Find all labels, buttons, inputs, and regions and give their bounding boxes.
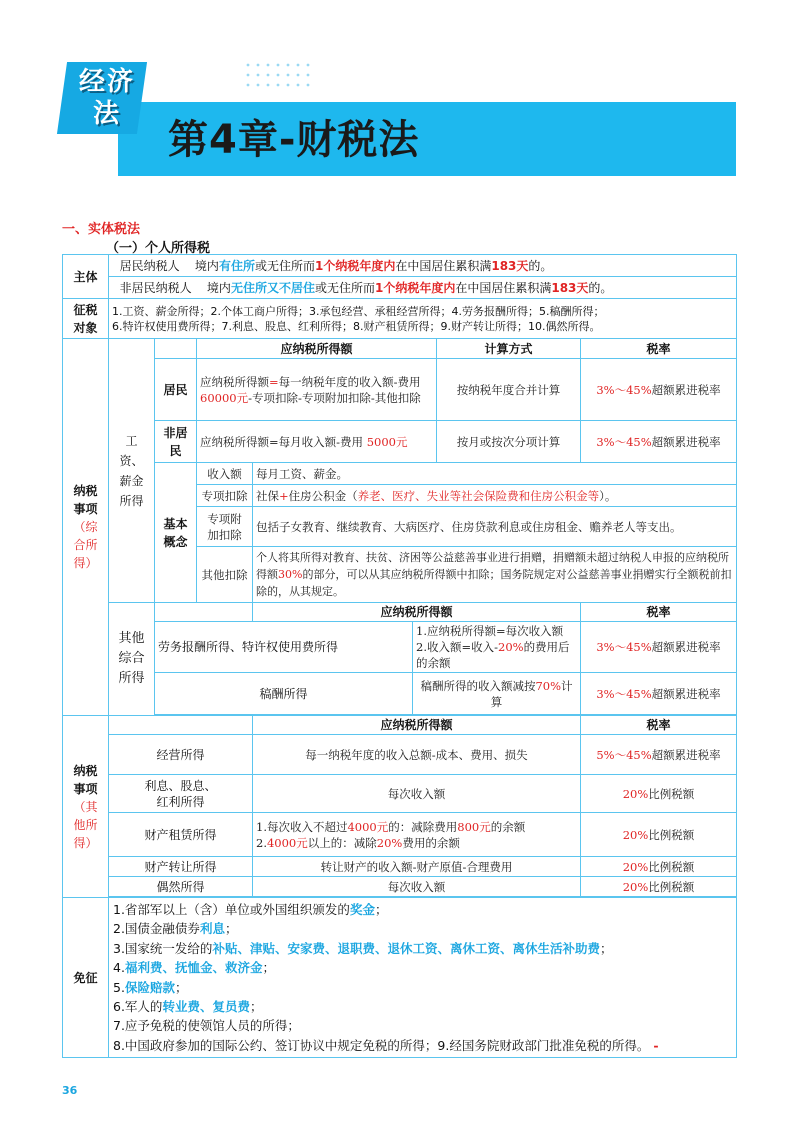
list-item: 5.保险赔款； [113,979,188,995]
interest-income-formula: 每次收入额 [253,775,581,813]
nonresident-label: 非居 民 [155,421,197,463]
comp-header-row [63,339,737,359]
scope-row [63,299,737,339]
incidental-income-label: 偶然所得 [109,877,253,897]
royalty-label: 稿酬所得 [155,673,413,715]
subject-resident: 居民纳税人 境内有住所或无住所而1个纳税年度内在中国居住累积满183天的。 [109,255,737,277]
business-income-formula: 每一纳税年度的收入总额-成本、费用、损失 [253,735,581,775]
lease-income-formula: 1.每次收入不超过4000元的：减除费用800元的余额 2.4000元以上的：减除20%费用的余额 [253,813,581,857]
list-item: 4.福利费、抚恤金、救济金； [113,960,275,976]
special-label: 专项扣除 [197,485,253,507]
page-number: 36 [62,1084,78,1097]
exempt-row [63,898,737,1058]
transfer-income-label: 财产转让所得 [109,857,253,877]
labor-rate: 3%～45%超额累进税率 [581,622,737,673]
other-deduct-label: 其他扣除 [197,547,253,603]
list-item: 8.中国政府参加的国际公约、签订协议中规定免税的所得；9.经国务院财政部门批准免税的所得。 - [113,1037,659,1053]
exempt-label: 免征 [63,898,109,1058]
table-row [63,877,737,897]
wages-label: 工 资、 薪金 所得 [109,339,155,603]
other-header-row [63,716,737,735]
nonresident-row [63,421,737,463]
nonresident-method: 按月或按次分项计算 [437,421,581,463]
transfer-income-formula: 转让财产的收入额-财产原值-合理费用 [253,857,581,877]
subject-nonresident: 非居民纳税人 境内无住所又不居住或无住所而1个纳税年度内在中国居住累积满183天的。 [109,277,737,299]
list-item: 1.省部军以上（含）单位或外国组织颁发的奖金； [113,902,388,917]
nonresident-rate: 3%～45%超额累进税率 [581,421,737,463]
chapter-title: 第4章-财税法 [168,117,420,163]
other-label: 纳税 事项 （其 他所 得） [63,716,109,898]
other-deduct-value: 个人将其所得对教育、扶贫、济困等公益慈善事业进行捐赠，捐赠额未超过纳税人申报的应纳税所得额30%的部分，可以从其应纳税所得额中扣除；国务院规定对公益慈善事业捐赠实行全额税前扣除的，从其规定。 [253,547,737,603]
resident-label: 居民 [155,359,197,421]
other-col-rate: 税率 [581,716,737,735]
scope-items: 1.工资、薪金所得；2.个体工商户所得；3.承包经营、承租经营所得；4.劳务报酬所得；5.稿酬所得； 6.特许权使用费所得；7.利息、股息、红利所得；8.财产租赁所得；9.财产转让所得；10.偶然所得。 [109,299,737,339]
subject-badge-text: 经济 法 [78,67,135,129]
list-item: 7.应予免税的使领馆人员的所得； [113,1018,300,1034]
col-taxable: 应纳税所得额 [197,339,437,359]
subject-label: 主体 [63,255,109,299]
col-rate: 税率 [581,339,737,359]
scope-label: 征税 对象 [63,299,109,339]
income-label: 收入额 [197,463,253,485]
resident-rate: 3%～45%超额累进税率 [581,359,737,421]
table-row [63,857,737,877]
resident-row [63,359,737,421]
interest-income-label: 利息、股息、 红利所得 [109,775,253,813]
othercomp-header-row [63,603,737,622]
lease-income-rate: 20%比例税额 [581,813,737,857]
table-row [63,735,737,775]
exempt-list [109,898,737,1058]
addl-value: 包括子女教育、继续教育、大病医疗、住房贷款利息或住房租金、赡养老人等支出。 [253,507,737,547]
incidental-income-rate: 20%比例税额 [581,877,737,897]
resident-formula: 应纳税所得额=每一纳税年度的收入额-费用60000元-专项扣除-专项附加扣除-其他扣除 [197,359,437,421]
special-value: 社保+住房公积金（养老、医疗、失业等社会保险费和住房公积金等）。 [253,485,737,507]
table-row [63,775,737,813]
oc-col-taxable: 应纳税所得额 [253,603,581,622]
comp-label: 纳税 事项 （综 合所 得） [63,339,109,716]
list-item: 6.军人的转业费、复员费； [113,999,263,1015]
business-income-rate: 5%～45%超额累进税率 [581,735,737,775]
list-item: 3.国家统一发给的补贴、津贴、安家费、退职费、退休工资、离休工资、离休生活补助费； [113,940,613,956]
othercomp-label: 其他 综合 所得 [109,603,155,716]
labor-label: 劳务报酬所得、特许权使用费所得 [155,622,413,673]
subsection-title: （一）个人所得税 [106,241,211,256]
labor-row [63,622,737,673]
blank-cell [155,339,197,359]
resident-method: 按纳税年度合并计算 [437,359,581,421]
business-income-label: 经营所得 [109,735,253,775]
transfer-income-rate: 20%比例税额 [581,857,737,877]
table-row [63,813,737,857]
lease-income-label: 财产租赁所得 [109,813,253,857]
incidental-income-formula: 每次收入额 [253,877,581,897]
royalty-row [63,673,737,715]
nonresident-formula: 应纳税所得额=每月收入额-费用 5000元 [197,421,437,463]
section-title: 一、实体税法 [62,222,141,237]
subject-row-nonresident [63,277,737,299]
subject-row-resident [63,255,737,277]
royalty-rate: 3%～45%超额累进税率 [581,673,737,715]
interest-income-rate: 20%比例税额 [581,775,737,813]
income-value: 每月工资、薪金。 [253,463,737,485]
royalty-formula: 稿酬所得的收入额减按70%计算 [413,673,581,715]
basic-label: 基本 概念 [155,463,197,603]
labor-formula: 1.应纳税所得额=每次收入额 2.收入额=收入-20%的费用后的余额 [413,622,581,673]
income-row [63,463,737,485]
list-item: 2.国债金融债券利息； [113,921,238,937]
addl-label: 专项附 加扣除 [197,507,253,547]
blank-cell [155,603,253,622]
decorative-dots [245,62,315,96]
blank-cell [109,716,253,735]
other-col-taxable: 应纳税所得额 [253,716,581,735]
col-method: 计算方式 [437,339,581,359]
tax-table [62,254,737,1058]
oc-col-rate: 税率 [581,603,737,622]
